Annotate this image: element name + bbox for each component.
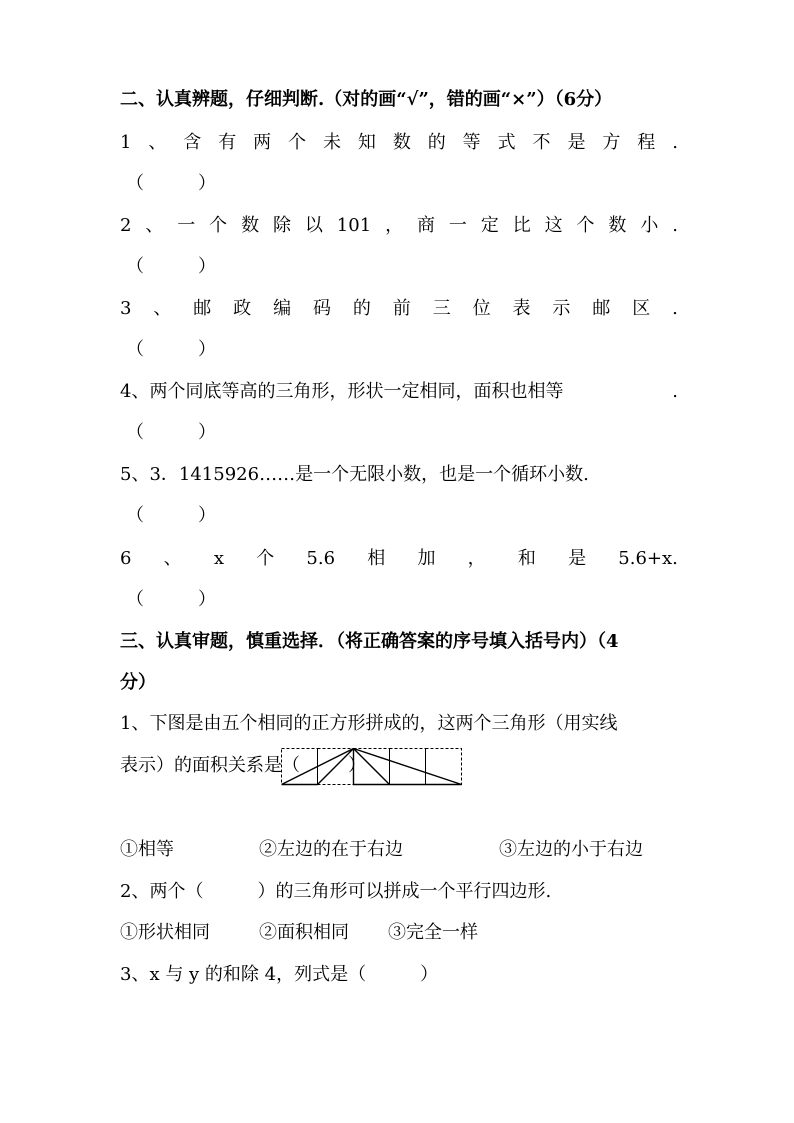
token: 、	[153, 298, 172, 319]
token: 除	[272, 215, 291, 236]
section-3-title: 三、认真审题，慎重选择．（将正确答案的序号填入括号内）（4	[120, 631, 619, 652]
token: 有	[218, 132, 237, 153]
token: 、	[148, 132, 167, 153]
token: ，	[385, 215, 404, 236]
token: 的	[427, 132, 446, 153]
token: 101	[336, 215, 372, 236]
token: 个	[288, 132, 307, 153]
token: 区	[632, 298, 651, 319]
token: 是	[568, 548, 587, 569]
question-1-text: 1、下图是由五个相同的正方形拼成的，这两个三角形（用实线	[120, 713, 618, 734]
token: ，	[467, 548, 486, 569]
token: 示	[552, 298, 571, 319]
question-2-text: 2、两个（ ）的三角形可以拼成一个平行四边形.	[120, 881, 552, 902]
question-1-prefix: 表示）的面积关系是（	[120, 755, 300, 776]
token: 这	[544, 215, 563, 236]
judgment-item-3	[120, 297, 678, 321]
token: .	[672, 381, 678, 402]
token: 邮	[193, 298, 212, 319]
token: 商	[416, 215, 435, 236]
answer-blank-2[interactable]: （ ）	[126, 256, 216, 277]
token: 码	[312, 298, 331, 319]
question-1-option-3[interactable]: ③左边的小于右边	[499, 839, 643, 860]
token: 两	[253, 132, 272, 153]
question-1-option-1[interactable]: ①相等	[120, 839, 174, 860]
token: 相	[367, 548, 386, 569]
answer-blank-1[interactable]: （ ）	[126, 173, 216, 194]
question-2-option-1[interactable]: ①形状相同	[120, 922, 210, 943]
token: 个	[256, 548, 275, 569]
token: 三	[432, 298, 451, 319]
right-triangle	[354, 749, 462, 785]
answer-blank-3[interactable]: （ ）	[126, 339, 216, 360]
token: 、	[145, 215, 164, 236]
token: 是	[567, 132, 586, 153]
token: 的	[352, 298, 371, 319]
token: x	[213, 548, 225, 569]
token: 含	[183, 132, 202, 153]
judgment-item-6	[120, 547, 678, 571]
token: .	[672, 215, 678, 236]
judgment-item-4	[120, 380, 678, 404]
token: 定	[480, 215, 499, 236]
answer-blank-6[interactable]: （ ）	[126, 589, 216, 610]
token: 5、3．1415926……是一个无限小数，也是一个循环小数.	[120, 464, 589, 485]
token: 数	[608, 215, 627, 236]
token: 前	[392, 298, 411, 319]
question-1-suffix: ）	[348, 755, 366, 776]
question-1-option-2[interactable]: ②左边的在于右边	[259, 839, 403, 860]
question-3-text: 3、x 与 y 的和除 4，列式是（ ）	[120, 964, 439, 985]
answer-blank-5[interactable]: （ ）	[126, 505, 216, 526]
token: 表	[512, 298, 531, 319]
five-squares-figure	[281, 746, 465, 788]
token: 5.6	[306, 548, 336, 569]
token: 知	[357, 132, 376, 153]
token: 5.6+x.	[618, 548, 678, 569]
token: 方	[602, 132, 621, 153]
token: 4、两个同底等高的三角形，形状一定相同，面积也相等	[120, 381, 564, 402]
token: 编	[273, 298, 292, 319]
square-1	[282, 749, 318, 785]
judgment-item-2	[120, 214, 678, 238]
token: 政	[233, 298, 252, 319]
token: 6	[120, 548, 132, 569]
token: 一	[177, 215, 196, 236]
token: 数	[392, 132, 411, 153]
token: 程	[637, 132, 656, 153]
token: 3	[120, 298, 132, 319]
judgment-item-1	[120, 131, 678, 155]
section-2-title: 二、认真辨题，仔细判断.（对的画“√”，错的画“×”）（6分）	[120, 89, 613, 110]
question-2-option-2[interactable]: ②面积相同	[259, 922, 349, 943]
token: 2	[120, 215, 132, 236]
section-3-title-cont: 分）	[120, 672, 156, 693]
token: 个	[209, 215, 228, 236]
answer-blank-4[interactable]: （ ）	[126, 422, 216, 443]
token: 等	[462, 132, 481, 153]
token: 和	[517, 548, 536, 569]
token: 以	[304, 215, 323, 236]
token: 加	[417, 548, 436, 569]
token: .	[672, 298, 678, 319]
question-2-option-3[interactable]: ③完全一样	[388, 922, 478, 943]
token: 数	[241, 215, 260, 236]
token: .	[672, 132, 678, 153]
token: 小	[640, 215, 659, 236]
token: 、	[163, 548, 182, 569]
judgment-item-5	[120, 463, 678, 487]
token: 1	[120, 132, 132, 153]
token: 一	[448, 215, 467, 236]
token: 比	[512, 215, 531, 236]
token: 不	[532, 132, 551, 153]
token: 式	[497, 132, 516, 153]
token: 邮	[592, 298, 611, 319]
token: 位	[472, 298, 491, 319]
token: 个	[576, 215, 595, 236]
token: 未	[322, 132, 341, 153]
